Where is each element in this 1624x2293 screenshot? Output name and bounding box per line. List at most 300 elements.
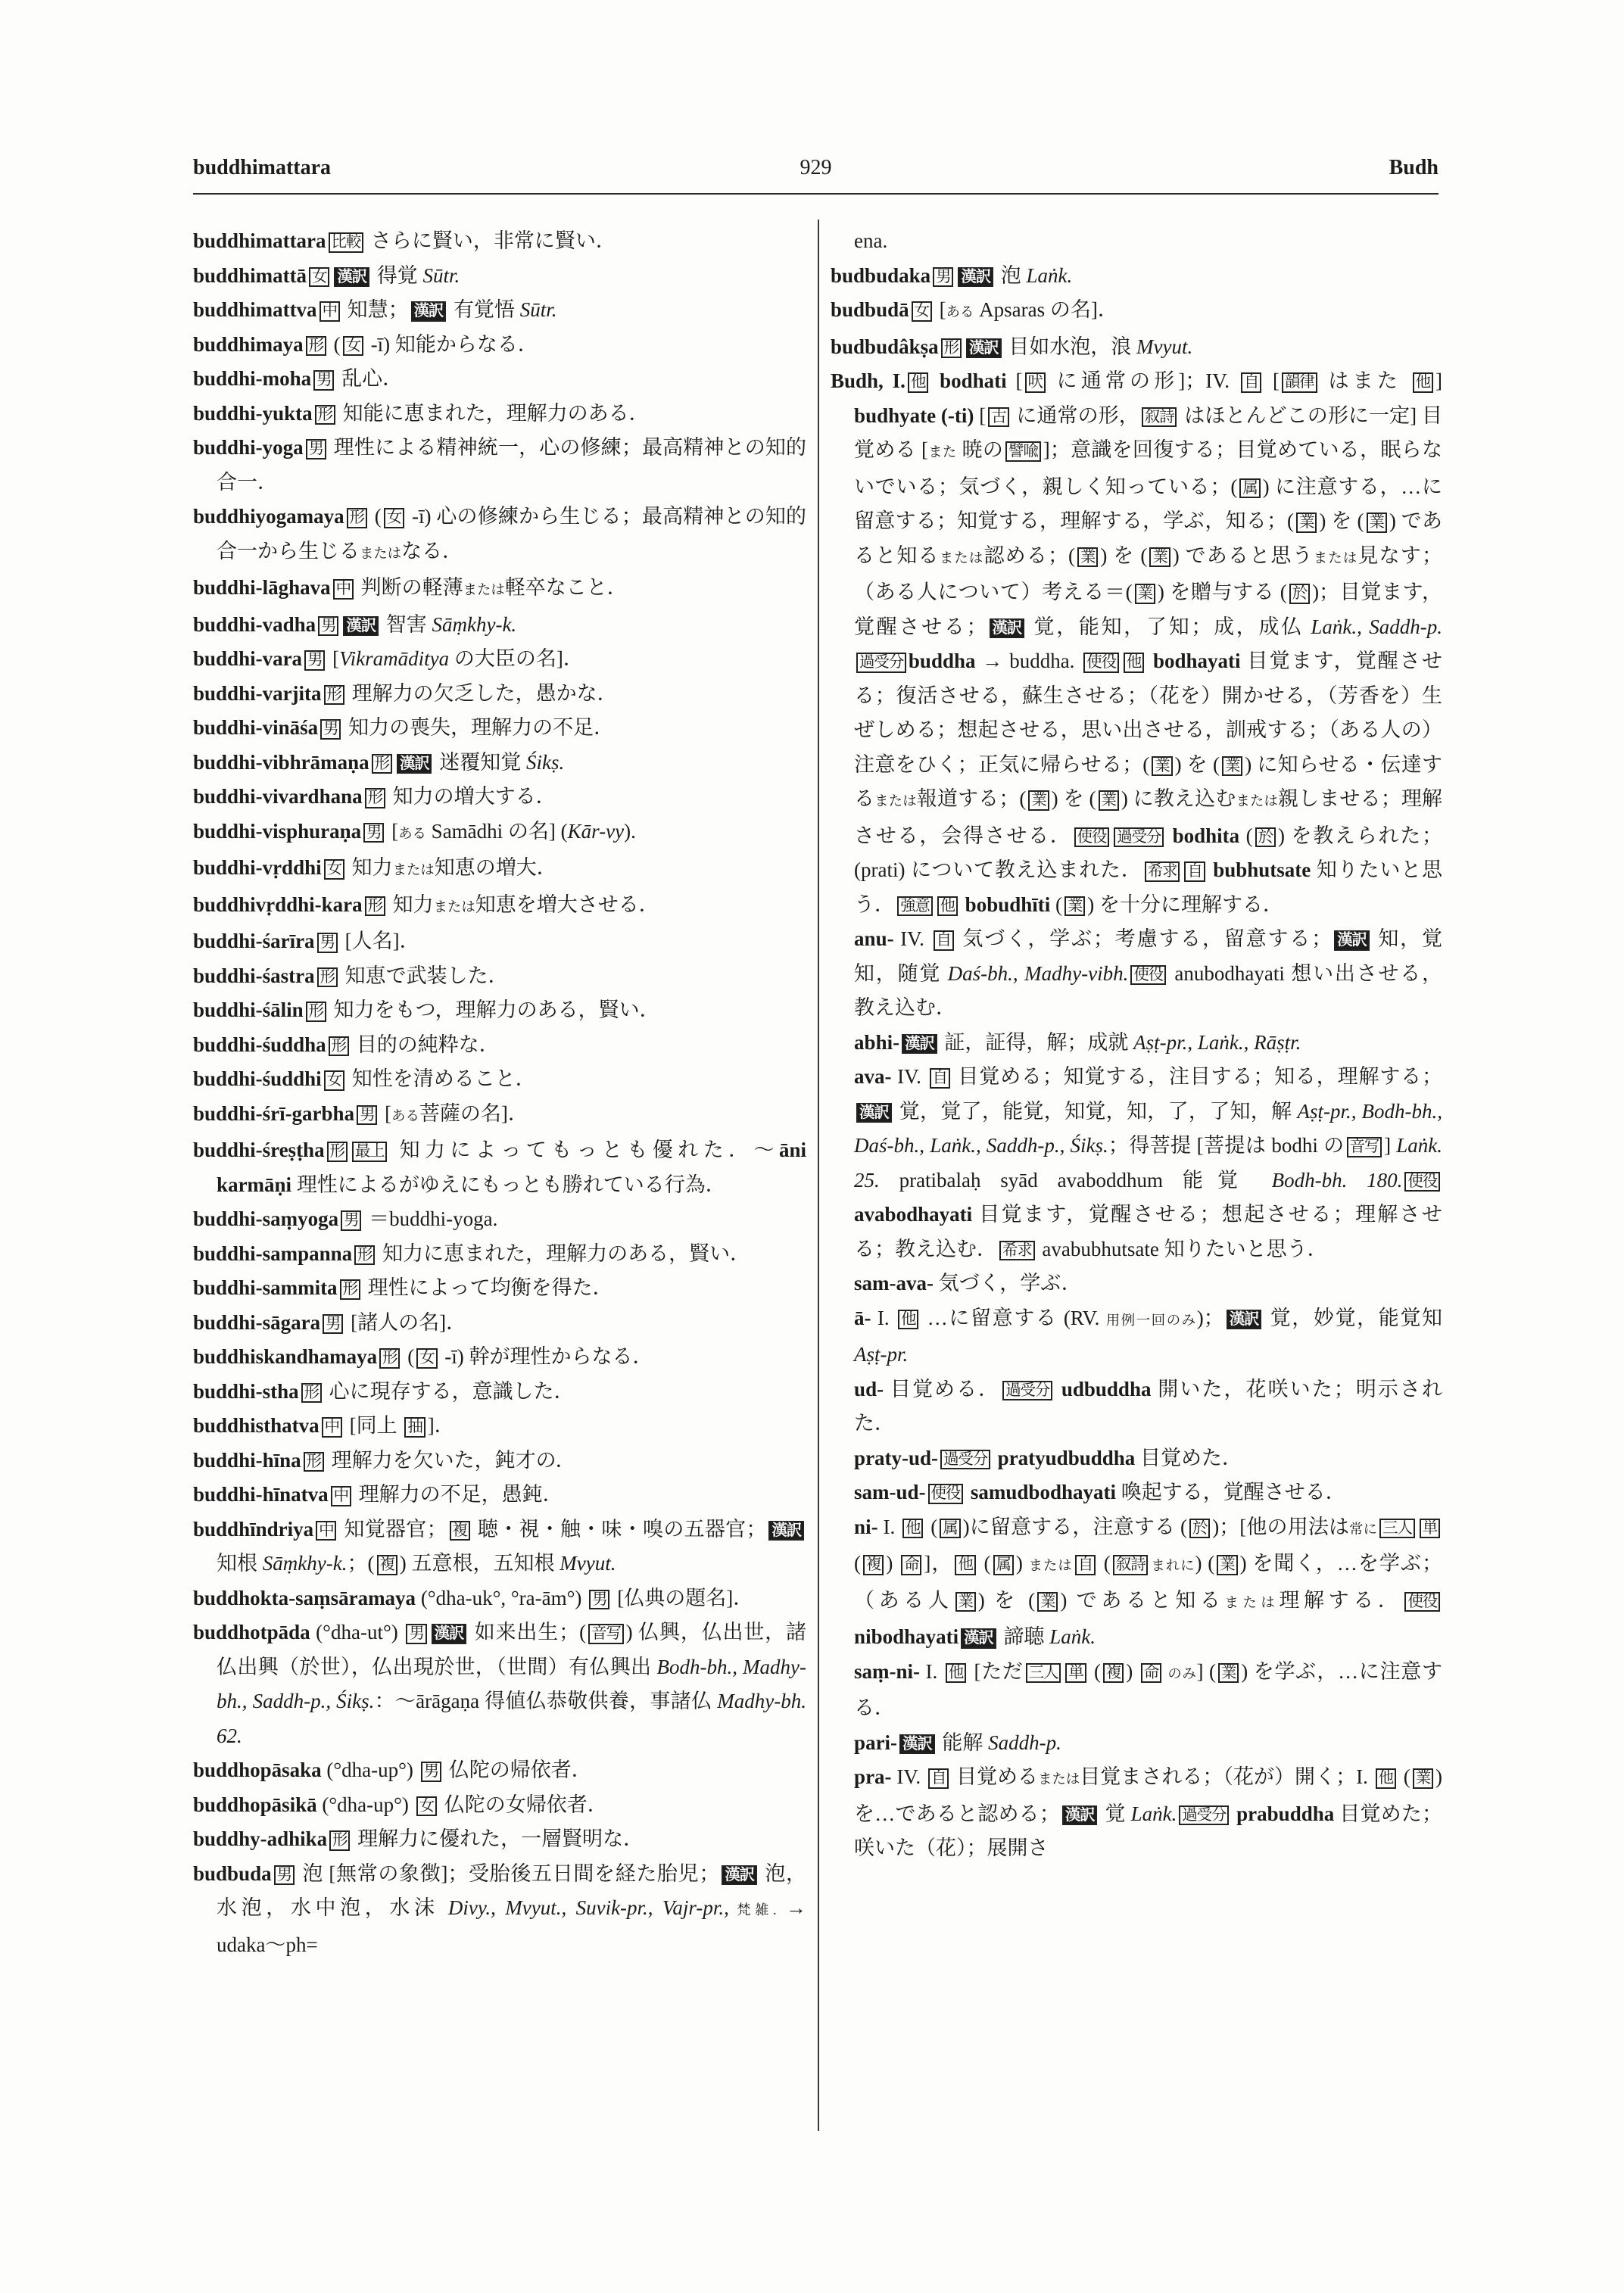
- abbreviation-box: 使役: [1404, 1592, 1440, 1612]
- definition-text: (: [925, 1515, 938, 1538]
- definition-text: Samādhi の名] (: [425, 819, 568, 843]
- definition-text: [: [974, 403, 987, 427]
- kanyaku-marker: 漢訳: [343, 616, 379, 637]
- headword: buddhi-vadha: [193, 612, 316, 636]
- sub-entry: [831, 1510, 1442, 1655]
- definition-text: IV.: [893, 927, 931, 950]
- definition-text: (: [1239, 824, 1253, 847]
- dictionary-entry: [193, 642, 806, 677]
- headword: ā-: [854, 1306, 871, 1329]
- definition-text: 聴・視・触・味・嗅の五器官；: [472, 1517, 767, 1541]
- abbreviation-box: 形: [306, 1002, 326, 1022]
- dictionary-entry: [193, 500, 806, 571]
- definition-text: 理解力の欠乏した，愚かな．: [346, 681, 618, 705]
- column-divider: [818, 220, 819, 2131]
- definition-text: 知恵で武装した．: [339, 964, 509, 987]
- citation: Aṣṭ-pr., Bodh-bh., Daś-bh., Laṅk., Saddh-p., Śikṣ.: [854, 1099, 1442, 1157]
- definition-text: 知性を清めること．: [346, 1067, 536, 1090]
- abbreviation-box: 業: [1149, 547, 1170, 568]
- abbreviation-box: 男: [363, 823, 384, 843]
- definition-text: -ī) 幹が理性からなる．: [439, 1345, 653, 1368]
- abbreviation-box: 韻律: [1282, 372, 1317, 393]
- definition-text: 理性によるがゆえにもっとも勝れている行為．: [291, 1173, 726, 1196]
- definition-text: 気づく，学ぶ；考慮する，留意する；: [955, 927, 1333, 950]
- definition-text: 有覚悟: [448, 298, 520, 321]
- headword: pra-: [854, 1765, 892, 1788]
- abbreviation-box: 形: [304, 1452, 324, 1472]
- headword: budbudaka: [831, 263, 931, 287]
- definition-text: (: [1088, 1659, 1101, 1683]
- kanyaku-marker: 漢訳: [432, 1624, 467, 1644]
- dictionary-entry: [193, 851, 806, 888]
- definition-text: 目覚めた．: [1135, 1446, 1243, 1469]
- sub-entry: [831, 1372, 1442, 1441]
- dictionary-entry: [193, 1788, 806, 1823]
- abbreviation-box: 中: [316, 1521, 336, 1541]
- headword: bodhayati: [1146, 650, 1241, 672]
- definition-text: -ī) 心の修練から生じる；最高精神との知的合一から生じる: [217, 505, 807, 562]
- definition-text: 目覚ます，覚醒させる；復活させる，蘇生させる；（花を）開かせる，（芳香を）生ぜしめる；想起させる，思い出させる，訓戒する；（ある人の）注意をひく；正気に帰らせる；(: [854, 650, 1443, 776]
- definition-text: 気づく，学ぶ．: [934, 1272, 1082, 1294]
- abbreviation-box: 男: [933, 267, 953, 288]
- definition-text: ) を (: [1319, 509, 1364, 532]
- definition-text: の大臣の名]．: [449, 647, 584, 670]
- dictionary-entry: [831, 259, 1442, 294]
- headword: budhyate (-ti): [854, 403, 974, 427]
- definition-text: (: [328, 332, 341, 356]
- abbreviation-box: 叙詩: [1113, 1555, 1149, 1575]
- definition-text: 如来出生；(: [469, 1621, 587, 1643]
- kanyaku-marker: 漢訳: [990, 618, 1025, 639]
- small-note: または: [1236, 793, 1278, 808]
- abbreviation-box: 女: [324, 859, 344, 880]
- definition-text: ]．: [427, 1414, 455, 1437]
- abbreviation-box: 形: [354, 1245, 375, 1266]
- headword: bubhutsate: [1207, 858, 1311, 881]
- dictionary-entry: [193, 397, 806, 431]
- definition-text: [: [1006, 369, 1023, 392]
- dictionary-entry: [193, 1375, 806, 1410]
- definition-text: 覚，覚了，能覚，知覚，知，了，了知，解: [893, 1099, 1298, 1123]
- abbreviation-box: 業: [1217, 1555, 1237, 1575]
- headword: buddhi-vibhrāmaṇa: [193, 750, 369, 774]
- abbreviation-box: 使役: [1074, 827, 1110, 848]
- definition-text: → udaka〜ph=: [217, 1896, 807, 1956]
- abbreviation-box: 男: [406, 1624, 426, 1644]
- sub-entry: [831, 1301, 1442, 1372]
- definition-text: 知根: [217, 1552, 263, 1575]
- definition-text: ) を教えられた；(prati) について教え込まれた．: [854, 824, 1443, 881]
- dictionary-entry: [193, 1444, 806, 1478]
- headword: buddhotpāda: [193, 1621, 310, 1643]
- abbreviation-box: 三人: [1026, 1663, 1061, 1684]
- abbreviation-box: 三人: [1379, 1519, 1415, 1539]
- abbreviation-box: 単: [1065, 1663, 1086, 1684]
- dictionary-entry: [193, 1822, 806, 1857]
- abbreviation-box: 於: [1189, 1519, 1210, 1539]
- headword: pari-: [854, 1731, 898, 1754]
- definition-text: 判断の軽薄: [355, 576, 463, 599]
- definition-text: (°dha-uk°, °ra-ām°): [416, 1586, 588, 1609]
- abbreviation-box: 業: [1296, 512, 1317, 533]
- kanyaku-marker: 漢訳: [856, 1103, 892, 1123]
- dictionary-entry: [193, 259, 806, 294]
- headword: sam-ud-: [854, 1481, 926, 1503]
- small-note: ある: [398, 825, 426, 841]
- abbreviation-box: 中: [322, 1417, 342, 1438]
- definition-text: ) 仏興，仏出世，諸仏出興（於世），仏出現於世，（世間）有仏興出: [217, 1621, 806, 1678]
- kanyaku-marker: 漢訳: [1062, 1805, 1098, 1826]
- abbreviation-box: 他: [902, 1519, 923, 1539]
- definition-text: 知力: [387, 893, 434, 916]
- definition-text: [: [934, 298, 946, 321]
- citation: Mvyut.: [1136, 335, 1193, 358]
- abbreviation-box: 業: [1135, 584, 1155, 604]
- abbreviation-box: 過受分: [856, 653, 906, 673]
- dictionary-entry: [193, 1615, 806, 1753]
- small-note: または: [939, 550, 984, 565]
- abbreviation-box: 於: [1289, 584, 1310, 604]
- sub-entry: [831, 1726, 1442, 1761]
- citation: Laṅk.: [1130, 1802, 1177, 1825]
- definition-text: IV.: [891, 1065, 927, 1088]
- definition-text: ): [1015, 1552, 1029, 1575]
- headword: buddhimattā: [193, 263, 307, 287]
- definition-text: [: [386, 819, 399, 843]
- definition-text: 得覚: [371, 263, 423, 287]
- dictionary-entry: [193, 1478, 806, 1513]
- abbreviation-box: 業: [1037, 1592, 1058, 1612]
- headword: buddhi-sāgara: [193, 1310, 321, 1334]
- abbreviation-box: 男: [589, 1590, 609, 1610]
- abbreviation-box: 業: [1367, 512, 1387, 533]
- abbreviation-box: 女: [343, 336, 363, 357]
- definition-text: (: [977, 1552, 991, 1575]
- kanyaku-marker: 漢訳: [966, 338, 1002, 359]
- headword: buddhi-vṛddhi: [193, 856, 322, 879]
- abbreviation-box: 業: [955, 1592, 976, 1612]
- definition-text: 乱心．: [336, 367, 404, 390]
- definition-text: 目覚めた；咲いた（花）；展開さ: [854, 1802, 1443, 1859]
- definition-text: ) であると思う: [1172, 544, 1314, 567]
- abbreviation-box: 男: [306, 439, 326, 460]
- dictionary-entry: [193, 328, 806, 363]
- definition-text: I.: [871, 1306, 896, 1329]
- headword: buddhi-stha: [193, 1379, 299, 1403]
- definition-text: 理解する．: [1279, 1588, 1403, 1612]
- definition-text: )；: [1196, 1306, 1224, 1329]
- definition-text: ) に知らせる・伝達する: [854, 752, 1443, 810]
- definition-text: 心に現存する，意識した．: [323, 1379, 575, 1403]
- definition-text: 認める；(: [983, 544, 1076, 567]
- citation: Laṅk.: [1026, 263, 1073, 287]
- sub-entry: [831, 922, 1442, 1026]
- definition-text: 軽卒なこと．: [504, 576, 628, 599]
- kanyaku-marker: 漢訳: [722, 1865, 757, 1886]
- definition-text: ) を贈与する (: [1157, 581, 1287, 603]
- dictionary-entry: [193, 959, 806, 994]
- definition-text: 理性による精神統一，心の修練；最高精神との知的合一．: [217, 436, 806, 494]
- definition-text: 知力に恵まれた，理解力のある，賢い．: [377, 1242, 751, 1265]
- headword: buddhiskandhamaya: [193, 1345, 378, 1368]
- abbreviation-box: 形: [329, 1036, 349, 1057]
- definition-text: ) に教え込む: [1121, 787, 1236, 810]
- headword: bodhati: [930, 369, 1007, 392]
- abbreviation-box: 形: [306, 336, 326, 357]
- definition-text: 見なす；（ある人について）考える＝(: [854, 544, 1442, 603]
- definition-text: 覚，能知，了知；成，成仏: [1027, 615, 1311, 638]
- definition-text: 目的の純粋な．: [351, 1033, 500, 1056]
- abbreviation-box: 形: [941, 338, 962, 359]
- abbreviation-box: 女: [912, 301, 932, 322]
- definition-text: )に留意する，注意する (: [962, 1515, 1187, 1538]
- headword: ud-: [854, 1377, 884, 1400]
- definition-text: 目覚める: [951, 1765, 1039, 1788]
- headword: ava-: [854, 1065, 892, 1088]
- citation: Mvyut.: [560, 1552, 616, 1575]
- abbreviation-box: 形: [372, 754, 392, 774]
- abbreviation-box: 他: [1124, 653, 1144, 673]
- definition-text: )を…であると認める；: [854, 1765, 1442, 1825]
- headword: buddhi-śreṣṭha: [193, 1139, 325, 1161]
- definition-text: 仏陀の帰依者．: [443, 1759, 592, 1781]
- abbreviation-box: 形: [315, 405, 335, 425]
- sub-entry: [831, 1026, 1442, 1061]
- citation: Laṅk., Saddh-p.: [1311, 615, 1442, 638]
- definition-text: 知力の増大する．: [387, 785, 556, 808]
- definition-text: 理性によって均衡を得た．: [362, 1276, 613, 1299]
- dictionary-entry: [193, 1513, 806, 1581]
- definition-text: 報道する；(: [916, 787, 1027, 810]
- definition-text: ]: [1435, 369, 1442, 392]
- abbreviation-box: 希求: [999, 1241, 1035, 1261]
- definition-text: ) を (: [1100, 544, 1148, 567]
- abbreviation-box: 命: [1141, 1663, 1161, 1684]
- definition-text: に通常の形]；IV.: [1047, 369, 1239, 392]
- abbreviation-box: 男: [320, 719, 341, 740]
- abbreviation-box: 男: [274, 1865, 295, 1886]
- kanyaku-marker: 漢訳: [902, 1034, 937, 1055]
- dictionary-entry: [193, 815, 806, 852]
- abbreviation-box: 形: [317, 967, 338, 988]
- definition-text: IV.: [891, 1765, 926, 1788]
- definition-text: 知恵の増大．: [434, 856, 557, 879]
- dictionary-entry: [193, 1753, 806, 1788]
- headword: sam-ava-: [854, 1272, 934, 1294]
- citation: Madhy-bh. 62.: [217, 1690, 806, 1747]
- headword: budbuda: [193, 1862, 272, 1885]
- headword: buddhi-lāghava: [193, 576, 331, 599]
- definition-text: 智害: [380, 612, 432, 636]
- dictionary-entry: [831, 293, 1442, 330]
- definition-text: ] (: [1196, 1659, 1216, 1683]
- small-note: 梵雑.: [728, 1902, 777, 1918]
- guide-word-first: buddhimattara: [193, 156, 332, 179]
- dictionary-entry: [193, 1857, 806, 1963]
- dictionary-entry: [193, 711, 806, 746]
- definition-text: 覚，妙覚，能覚知: [1264, 1306, 1442, 1329]
- definition-text: 迷覆知覚: [434, 750, 526, 774]
- abbreviation-box: 使役: [1404, 1172, 1440, 1192]
- kanyaku-marker: 漢訳: [1227, 1310, 1262, 1330]
- abbreviation-box: 中: [331, 1486, 351, 1506]
- headword: buddhi-hīna: [193, 1448, 301, 1472]
- citation: Laṅk. 25.: [854, 1134, 1442, 1192]
- dictionary-entry: [193, 608, 806, 643]
- abbreviation-box: 男: [323, 1314, 343, 1335]
- small-note: または: [874, 793, 917, 808]
- abbreviation-box: 他: [908, 372, 928, 393]
- headword: buddhi-saṃyoga: [193, 1207, 339, 1230]
- abbreviation-box: 音写: [588, 1624, 624, 1644]
- definition-text: ) を聞く，…を学ぶ；（ある人: [854, 1552, 1442, 1612]
- abbreviation-box: 抽: [404, 1417, 425, 1438]
- definition-text: 理解力を欠いた，鈍才の．: [326, 1448, 576, 1472]
- headword: bodhita: [1166, 824, 1240, 847]
- abbreviation-box: 男: [317, 933, 338, 953]
- abbreviation-box: 叙詩: [1142, 407, 1177, 428]
- definition-text: [: [1264, 369, 1280, 392]
- definition-text: ) を (: [1051, 787, 1096, 810]
- headword: ni-: [854, 1515, 878, 1538]
- definition-text: ：〜ārāgaṇa 得値仏恭敬供養，事諸仏: [374, 1690, 718, 1712]
- abbreviation-box: 業: [1064, 896, 1085, 917]
- small-note: または: [1313, 550, 1358, 565]
- abbreviation-box: 於: [1255, 827, 1276, 848]
- kanyaku-marker: 漢訳: [899, 1734, 935, 1755]
- abbreviation-box: 業: [1099, 790, 1119, 811]
- definition-text: 知能に恵まれた，理解力のある．: [337, 401, 650, 425]
- headword: buddhi-visphuraṇa: [193, 819, 362, 843]
- abbreviation-box: 最上: [352, 1142, 388, 1162]
- abbreviation-box: 自: [1241, 372, 1261, 393]
- small-note: まれに: [1150, 1558, 1195, 1573]
- headword: buddhi-sampanna: [193, 1242, 353, 1265]
- definition-text: 知りたいと思う．: [854, 858, 1443, 916]
- small-note: または: [360, 545, 402, 561]
- abbreviation-box: 属: [1239, 478, 1260, 499]
- abbreviation-box: 男: [318, 616, 338, 637]
- definition-text: ena.: [854, 229, 888, 252]
- definition-text: 知力の喪失，理解力の不足．: [343, 716, 615, 739]
- definition-text: ) を学ぶ，…に注意する．: [854, 1659, 1443, 1719]
- headword: buddhy-adhika: [193, 1827, 328, 1850]
- definition-text: 能解: [937, 1731, 989, 1754]
- abbreviation-box: 自: [930, 1068, 950, 1089]
- definition-text: ) を (: [1174, 752, 1220, 776]
- headword: āni karmāṇi: [217, 1139, 806, 1196]
- abbreviation-box: 譬喩: [1005, 441, 1041, 462]
- definition-text: (: [1050, 893, 1062, 916]
- definition-text: [: [327, 647, 340, 670]
- headword: Budh, I.: [831, 369, 906, 392]
- citation: Sūtr.: [422, 263, 460, 287]
- small-note: また: [927, 444, 957, 460]
- headword: praty-ud-: [854, 1446, 939, 1469]
- definition-text: 親しませる；理解させる，会得させる．: [854, 787, 1443, 847]
- kanyaku-marker: 漢訳: [397, 754, 432, 774]
- page-number: 929: [800, 156, 832, 179]
- abbreviation-box: 属: [940, 1519, 960, 1539]
- definition-text: [同上: [344, 1414, 403, 1437]
- citation: Śikṣ.: [525, 750, 565, 774]
- headword: buddhi-vivardhana: [193, 785, 363, 808]
- definition-text: → buddha.: [975, 650, 1082, 672]
- headword: buddhi-śuddhi: [193, 1067, 322, 1090]
- citation: Aṣṭ-pr.: [854, 1343, 909, 1366]
- abbreviation-box: 業: [1077, 547, 1098, 568]
- definition-text: ).: [624, 819, 636, 843]
- definition-text: ]: [1384, 1134, 1397, 1157]
- definition-text: Apsaras の名]．: [974, 298, 1118, 321]
- abbreviation-box: 形: [365, 896, 385, 917]
- abbreviation-box: 音写: [1347, 1137, 1382, 1157]
- dictionary-entry: [193, 746, 806, 780]
- definition-text: (°dha-up°): [321, 1759, 419, 1781]
- definition-text: ) であると知る: [854, 509, 1443, 567]
- definition-text: [諸人の名]．: [345, 1310, 467, 1334]
- definition-text: 覚: [1099, 1802, 1131, 1825]
- dictionary-entry: [193, 1306, 806, 1341]
- abbreviation-box: 男: [304, 650, 325, 671]
- definition-text: 知力によってもっとも優れた．〜: [389, 1139, 779, 1161]
- abbreviation-box: 業: [1152, 756, 1172, 777]
- headword: buddhi-vināśa: [193, 716, 319, 739]
- definition-text: )；[他の用法は: [1212, 1515, 1350, 1538]
- left-column: [193, 224, 806, 1962]
- definition-text: ；得菩提 [菩提は bodhi の: [1108, 1134, 1345, 1157]
- headword: buddhopāsikā: [193, 1793, 317, 1816]
- dictionary-entry: [193, 1028, 806, 1063]
- abbreviation-box: 複: [450, 1521, 470, 1541]
- small-note: ある: [391, 1108, 419, 1123]
- headword: buddhi-sammita: [193, 1276, 338, 1299]
- abbreviation-box: 中: [333, 579, 354, 600]
- definition-text: (: [402, 1345, 415, 1368]
- headword: buddhi-śuddha: [193, 1033, 326, 1056]
- entry-continuation: [831, 224, 1442, 259]
- running-head: [193, 151, 1439, 185]
- kanyaku-marker: 漢訳: [958, 267, 993, 288]
- kanyaku-marker: 漢訳: [411, 301, 447, 322]
- kanyaku-marker: 漢訳: [1334, 930, 1370, 951]
- abbreviation-box: 女: [324, 1070, 344, 1091]
- definition-text: 理解力の不足，愚鈍．: [353, 1483, 563, 1506]
- headword: buddhi-yukta: [193, 401, 313, 425]
- sub-entry: [831, 1655, 1442, 1726]
- definition-text: pratibalaḥ syād avaboddhum 能覚: [879, 1168, 1272, 1192]
- definition-text: ]；意識を回復する；目覚めている，眠らないでいる；気づく，親しく知っている；(: [854, 438, 1442, 498]
- citation: Aṣṭ-pr., Laṅk., Rāṣṭr.: [1133, 1030, 1301, 1054]
- sub-entry: [831, 1441, 1442, 1476]
- definition-text: 喚起する，覚醒させる．: [1115, 1481, 1346, 1503]
- definition-text: )；目覚ます，覚醒させる；: [854, 581, 1443, 638]
- dictionary-entry: [193, 1409, 806, 1444]
- abbreviation-box: 属: [993, 1555, 1014, 1575]
- abbreviation-box: 複: [863, 1555, 884, 1575]
- definition-text: ) に注意する，…に留意する；知覚する，理解する，学ぶ，知る；(: [854, 475, 1442, 532]
- definition-text: I.: [877, 1515, 901, 1538]
- definition-text: ) を十分に理解する．: [1087, 893, 1284, 916]
- citation: Saddh-p.: [988, 1731, 1061, 1754]
- guide-word-root: Budh: [1389, 156, 1439, 179]
- citation: Bodh-bh. 180.: [1271, 1168, 1403, 1192]
- definition-text: 開いた，花咲いた；明示された．: [854, 1377, 1443, 1435]
- definition-text: avabubhutsate 知りたいと思う．: [1036, 1237, 1328, 1260]
- definition-text: 目覚まされる；（花が）開く；I.: [1080, 1765, 1373, 1788]
- definition-text: 知恵を増大させる．: [475, 893, 659, 916]
- citation: Daś-bh., Madhy-vibh.: [947, 961, 1129, 985]
